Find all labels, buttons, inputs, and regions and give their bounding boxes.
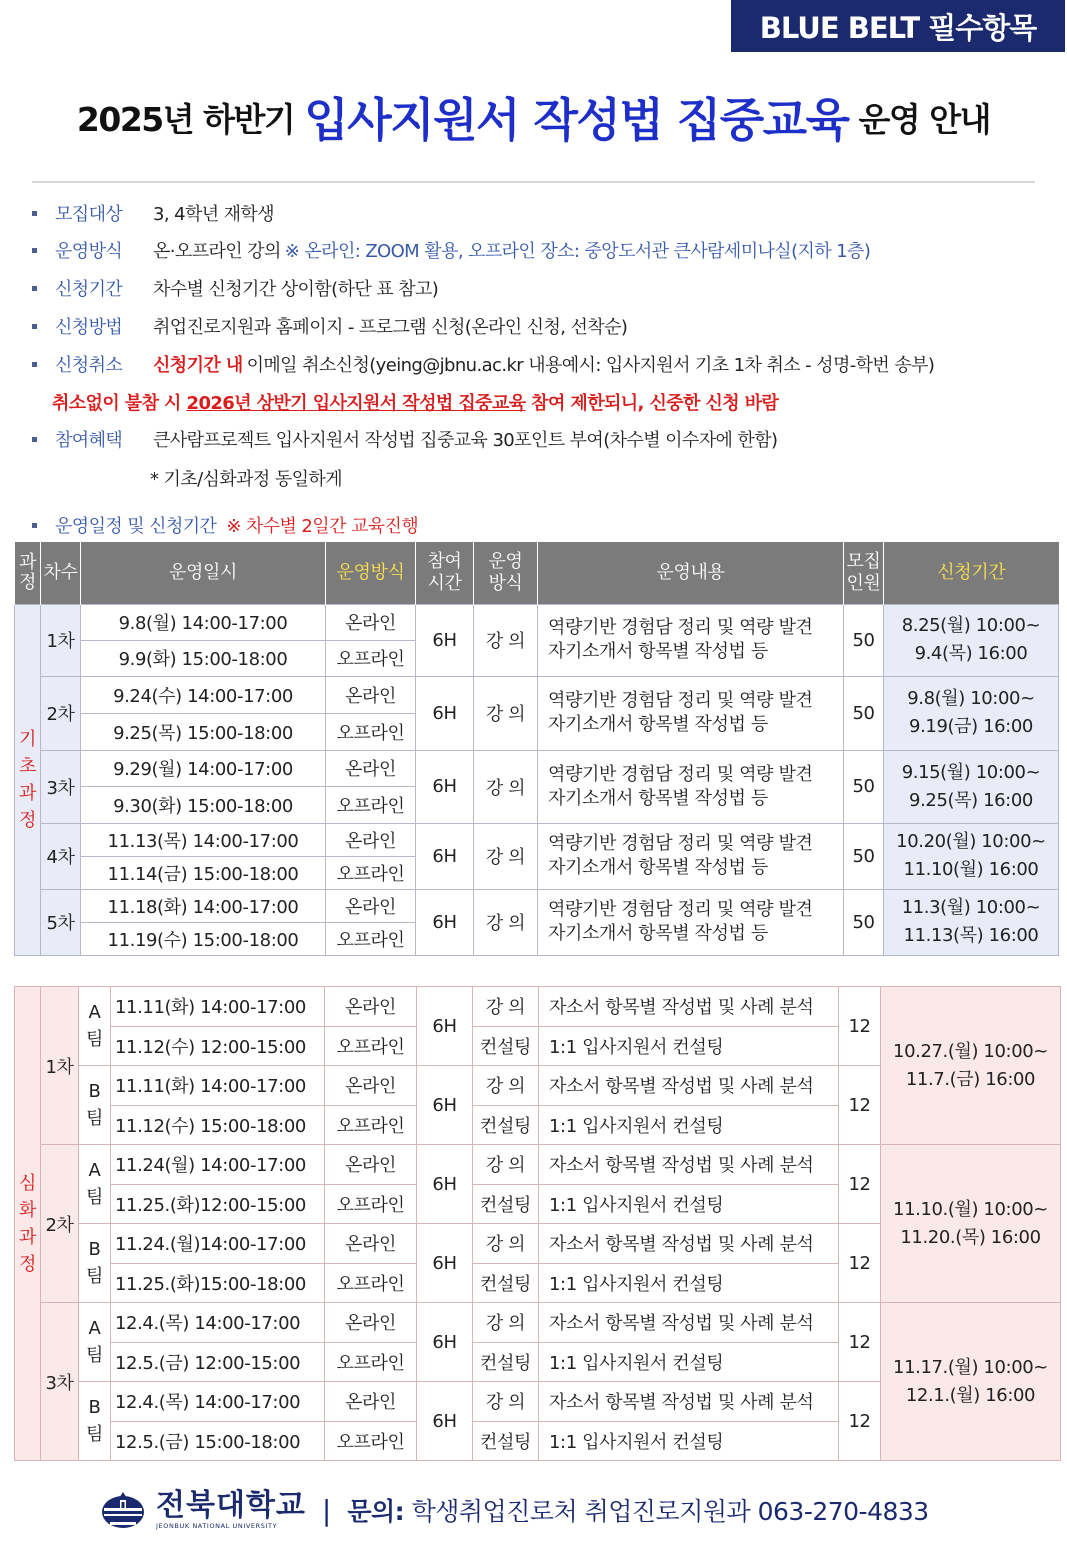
info-value: 큰사람프로젝트 입사지원서 작성법 집중교육 30포인트 부여(차수별 이수자에 한함): [153, 430, 778, 451]
bullet-icon: [32, 437, 37, 442]
type-cell: 강 의: [473, 1224, 539, 1264]
hours-cell: 6H: [416, 889, 474, 955]
method-note: ※ 온라인: ZOOM 활용, 오프라인 장소: 중앙도서관 큰사람세미나실(지하 1층): [284, 241, 871, 262]
round-cell: 5차: [41, 889, 81, 955]
table-row: [15, 676, 1059, 713]
content-line: 자기소개서 항목별 작성법 등: [548, 787, 768, 809]
info-label: 운영방식: [55, 241, 123, 262]
header-type: 운영 방식: [474, 542, 538, 604]
content-cell: 1:1 입사지원서 컨설팅: [539, 1421, 839, 1461]
header-mode: 운영방식: [326, 542, 416, 604]
mode-cell: 오프라인: [326, 713, 416, 750]
date-cell: 11.14(금) 15:00-18:00: [81, 856, 326, 889]
content-cell: [538, 604, 844, 676]
apply-period-cell: [884, 750, 1059, 823]
date-cell: 11.11(화) 14:00-17:00: [111, 987, 325, 1027]
round-cell: 3차: [41, 1303, 79, 1461]
type-cell: 컨설팅: [473, 1263, 539, 1303]
mode-cell: 온라인: [325, 1066, 417, 1106]
bullet-icon: [32, 286, 37, 291]
type-cell: 강 의: [473, 1145, 539, 1185]
mode-cell: 오프라인: [325, 1263, 417, 1303]
type-cell: 강 의: [474, 604, 538, 676]
apply-end: 9.25(목) 16:00: [909, 789, 1033, 811]
header-course: 과 정: [15, 542, 41, 604]
date-cell: 12.4.(목) 14:00-17:00: [111, 1303, 325, 1343]
university-name-en: JEONBUK NATIONAL UNIVERSITY: [156, 1521, 278, 1530]
content-cell: 자소서 항목별 작성법 및 사례 분석: [539, 1066, 839, 1106]
info-label: 신청기간: [55, 279, 123, 300]
table-row: [15, 1303, 1061, 1343]
info-value: 온·오프라인 강의: [153, 241, 281, 262]
apply-period-cell: [881, 1303, 1061, 1461]
table-row: [15, 889, 1059, 922]
date-cell: 11.19(수) 15:00-18:00: [81, 922, 326, 955]
bullet-icon: [32, 324, 37, 329]
hours-cell: 6H: [416, 823, 474, 889]
title-main: 입사지원서 작성법 집중교육: [304, 93, 849, 147]
team-cell: B 팀: [79, 1224, 111, 1303]
apply-period-cell: [884, 676, 1059, 750]
date-cell: 11.12(수) 12:00-15:00: [111, 1026, 325, 1066]
content-cell: [538, 750, 844, 823]
type-cell: 강 의: [473, 1382, 539, 1422]
university-name: [156, 1487, 306, 1530]
mode-cell: 온라인: [325, 1382, 417, 1422]
hours-cell: 6H: [416, 604, 474, 676]
round-cell: 1차: [41, 604, 81, 676]
advanced-course-table: [14, 986, 1061, 1461]
course-label: 기 초 과 정: [15, 604, 41, 955]
table-row: [15, 823, 1059, 856]
info-value: 3, 4학년 재학생: [153, 204, 275, 225]
date-cell: 12.5.(금) 15:00-18:00: [111, 1421, 325, 1461]
cap-cell: 50: [844, 823, 884, 889]
apply-end: 12.1.(월) 16:00: [905, 1384, 1036, 1406]
apply-end: 11.10(월) 16:00: [903, 859, 1039, 880]
type-cell: 강 의: [474, 889, 538, 955]
round-cell: 2차: [41, 676, 81, 750]
mode-cell: 오프라인: [325, 1026, 417, 1066]
info-value: 취업진로지원과 홈페이지 - 프로그램 신청(온라인 신청, 선착순): [153, 317, 628, 338]
bullet-icon: [32, 248, 37, 253]
type-cell: 컨설팅: [473, 1105, 539, 1145]
info-target: [30, 200, 274, 226]
content-cell: 자소서 항목별 작성법 및 사례 분석: [539, 1303, 839, 1343]
apply-start: 11.17.(월) 10:00~: [893, 1356, 1048, 1378]
date-cell: 11.25.(화)15:00-18:00: [111, 1263, 325, 1303]
basic-course-table: [14, 542, 1059, 956]
cap-cell: 12: [839, 1382, 881, 1461]
cap-cell: 12: [839, 1066, 881, 1145]
info-label: 참여혜택: [55, 430, 123, 451]
content-line: 역량기반 경험담 정리 및 역량 발견: [548, 833, 813, 854]
type-cell: 컨설팅: [473, 1421, 539, 1461]
apply-period-cell: [884, 604, 1059, 676]
date-cell: 9.9(화) 15:00-18:00: [81, 640, 326, 676]
mode-cell: 오프라인: [325, 1342, 417, 1382]
apply-start: 8.25(월) 10:00~: [901, 615, 1041, 636]
cap-cell: 12: [839, 1303, 881, 1382]
mode-cell: 온라인: [326, 750, 416, 786]
date-cell: 9.24(수) 14:00-17:00: [81, 676, 326, 713]
hours-cell: 6H: [417, 1303, 473, 1382]
content-cell: [538, 823, 844, 889]
cap-cell: 12: [839, 1224, 881, 1303]
header-hours: 참여 시간: [416, 542, 474, 604]
benefit-note: * 기초/심화과정 동일하게: [150, 469, 342, 490]
team-cell: A 팀: [79, 987, 111, 1066]
hours-cell: 6H: [416, 676, 474, 750]
apply-end: 11.13(목) 16:00: [903, 925, 1039, 946]
team-cell: A 팀: [79, 1303, 111, 1382]
apply-end: 9.4(목) 16:00: [914, 643, 1028, 664]
date-cell: 9.25(목) 15:00-18:00: [81, 713, 326, 750]
mode-cell: 온라인: [325, 1145, 417, 1185]
type-cell: 컨설팅: [473, 1342, 539, 1382]
content-line: 역량기반 경험담 정리 및 역량 발견: [548, 617, 813, 638]
info-apply: [30, 313, 627, 339]
content-line: 역량기반 경험담 정리 및 역량 발견: [548, 763, 813, 785]
date-cell: 11.12(수) 15:00-18:00: [111, 1105, 325, 1145]
hours-cell: 6H: [417, 1224, 473, 1303]
hours-cell: 6H: [417, 1145, 473, 1224]
mode-cell: 오프라인: [325, 1105, 417, 1145]
blue-belt-badge: BLUE BELT 필수항목: [731, 0, 1065, 52]
content-cell: 자소서 항목별 작성법 및 사례 분석: [539, 1382, 839, 1422]
bullet-icon: [32, 362, 37, 367]
mode-cell: 온라인: [326, 604, 416, 640]
info-cancel: [30, 351, 934, 377]
mode-cell: 오프라인: [325, 1421, 417, 1461]
mode-cell: 온라인: [325, 987, 417, 1027]
footer: [100, 1488, 929, 1532]
university-emblem-icon: [100, 1488, 146, 1532]
apply-period-cell: [884, 889, 1059, 955]
type-cell: 강 의: [473, 1303, 539, 1343]
apply-start: 10.20(월) 10:00~: [896, 831, 1046, 852]
content-line: 역량기반 경험담 정리 및 역량 발견: [548, 690, 813, 711]
content-cell: [538, 676, 844, 750]
round-cell: 1차: [41, 987, 79, 1145]
title-suffix: 운영 안내: [858, 99, 991, 139]
schedule-note: ※ 차수별 2일간 교육진행: [226, 516, 419, 537]
table-row: [15, 987, 1061, 1027]
apply-start: 11.10.(월) 10:00~: [893, 1198, 1048, 1220]
date-cell: 11.24.(월)14:00-17:00: [111, 1224, 325, 1264]
date-cell: 11.18(화) 14:00-17:00: [81, 889, 326, 922]
header-datetime: 운영일시: [81, 542, 326, 604]
contact-value: 학생취업진로처 취업진로지원과 063-270-4833: [411, 1497, 929, 1526]
mode-cell: 온라인: [326, 823, 416, 856]
type-cell: 컨설팅: [473, 1026, 539, 1066]
mode-cell: 오프라인: [326, 640, 416, 676]
content-line: 자기소개서 항목별 작성법 등: [548, 923, 768, 944]
page-title: [0, 82, 1067, 152]
team-cell: B 팀: [79, 1382, 111, 1461]
mode-cell: 오프라인: [326, 922, 416, 955]
info-label: 운영일정 및 신청기간: [55, 516, 217, 537]
contact-info: [347, 1492, 928, 1528]
apply-end: 11.20.(목) 16:00: [900, 1226, 1041, 1248]
mode-cell: 오프라인: [326, 786, 416, 823]
content-cell: [538, 889, 844, 955]
apply-period-cell: [881, 987, 1061, 1145]
university-name-kr: 전북대학교: [156, 1487, 306, 1523]
mode-cell: 온라인: [325, 1224, 417, 1264]
hours-cell: 6H: [417, 987, 473, 1066]
date-cell: 12.5.(금) 12:00-15:00: [111, 1342, 325, 1382]
info-method: [30, 237, 870, 263]
mode-cell: 온라인: [326, 889, 416, 922]
date-cell: 9.29(월) 14:00-17:00: [81, 750, 326, 786]
hours-cell: 6H: [416, 750, 474, 823]
round-cell: 2차: [41, 1145, 79, 1303]
content-cell: 1:1 입사지원서 컨설팅: [539, 1342, 839, 1382]
mode-cell: 온라인: [326, 676, 416, 713]
info-label: 모집대상: [55, 204, 123, 225]
date-cell: 11.11(화) 14:00-17:00: [111, 1066, 325, 1106]
team-cell: B 팀: [79, 1066, 111, 1145]
type-cell: 강 의: [473, 987, 539, 1027]
type-cell: 강 의: [474, 750, 538, 823]
footer-separator: |: [321, 1493, 332, 1527]
cancel-warning: 취소없이 불참 시 2026년 상반기 입사지원서 작성법 집중교육 참여 제한되니, 신중한 신청 바람: [52, 393, 779, 414]
apply-end: 11.7.(금) 16:00: [905, 1068, 1036, 1090]
cap-cell: 12: [839, 1145, 881, 1224]
cap-cell: 12: [839, 987, 881, 1066]
date-cell: 11.25.(화)12:00-15:00: [111, 1184, 325, 1224]
content-cell: 자소서 항목별 작성법 및 사례 분석: [539, 987, 839, 1027]
apply-start: 9.8(월) 10:00~: [907, 688, 1035, 709]
content-line: 자기소개서 항목별 작성법 등: [548, 857, 768, 878]
cap-cell: 50: [844, 889, 884, 955]
date-cell: 11.24(월) 14:00-17:00: [111, 1145, 325, 1185]
content-cell: 자소서 항목별 작성법 및 사례 분석: [539, 1145, 839, 1185]
date-cell: 11.13(목) 14:00-17:00: [81, 823, 326, 856]
title-year: 2025년 하반기: [76, 99, 295, 139]
apply-period-cell: [881, 1145, 1061, 1303]
type-cell: 강 의: [474, 676, 538, 750]
contact-label: 문의:: [347, 1497, 405, 1526]
cap-cell: 50: [844, 750, 884, 823]
type-cell: 강 의: [473, 1066, 539, 1106]
info-schedule: [30, 512, 418, 538]
content-line: 역량기반 경험담 정리 및 역량 발견: [548, 899, 813, 920]
warning-underline: 2026년 상반기 입사지원서 작성법 집중교육: [186, 393, 526, 414]
cap-cell: 50: [844, 604, 884, 676]
apply-start: 10.27.(월) 10:00~: [893, 1040, 1048, 1062]
apply-period-cell: [884, 823, 1059, 889]
type-cell: 강 의: [474, 823, 538, 889]
date-cell: 9.8(월) 14:00-17:00: [81, 604, 326, 640]
bullet-icon: [32, 523, 37, 528]
round-cell: 4차: [41, 823, 81, 889]
divider: [32, 181, 1035, 183]
mode-cell: 오프라인: [326, 856, 416, 889]
content-cell: 1:1 입사지원서 컨설팅: [539, 1263, 839, 1303]
content-cell: 1:1 입사지원서 컨설팅: [539, 1105, 839, 1145]
cap-cell: 50: [844, 676, 884, 750]
hours-cell: 6H: [417, 1066, 473, 1145]
content-cell: 자소서 항목별 작성법 및 사례 분석: [539, 1224, 839, 1264]
header-cap: 모집 인원: [844, 542, 884, 604]
round-cell: 3차: [41, 750, 81, 823]
content-line: 자기소개서 항목별 작성법 등: [548, 714, 768, 735]
content-cell: 1:1 입사지원서 컨설팅: [539, 1026, 839, 1066]
table-header: [15, 542, 1059, 604]
header-apply: 신청기간: [884, 542, 1059, 604]
info-period: [30, 275, 438, 301]
date-cell: 12.4.(목) 14:00-17:00: [111, 1382, 325, 1422]
type-cell: 컨설팅: [473, 1184, 539, 1224]
course-label: 심 화 과 정: [15, 987, 41, 1461]
info-value: 차수별 신청기간 상이함(하단 표 참고): [153, 279, 439, 300]
info-label: 신청방법: [55, 317, 123, 338]
header-round: 차수: [41, 542, 81, 604]
content-line: 자기소개서 항목별 작성법 등: [548, 641, 768, 662]
table-row: [15, 750, 1059, 786]
info-benefit: [30, 426, 777, 452]
apply-start: 11.3(월) 10:00~: [901, 897, 1041, 918]
info-value: 이메일 취소신청(yeing@jbnu.ac.kr 내용예시: 입사지원서 기초 1차 취소 - 성명-학번 송부): [246, 355, 935, 376]
info-label: 신청취소: [55, 355, 123, 376]
content-cell: 1:1 입사지원서 컨설팅: [539, 1184, 839, 1224]
bullet-icon: [32, 211, 37, 216]
apply-end: 9.19(금) 16:00: [909, 716, 1033, 737]
hours-cell: 6H: [417, 1382, 473, 1461]
mode-cell: 오프라인: [325, 1184, 417, 1224]
team-cell: A 팀: [79, 1145, 111, 1224]
mode-cell: 온라인: [325, 1303, 417, 1343]
table-row: [15, 1145, 1061, 1185]
header-content: 운영내용: [538, 542, 844, 604]
date-cell: 9.30(화) 15:00-18:00: [81, 786, 326, 823]
apply-start: 9.15(월) 10:00~: [901, 761, 1041, 783]
cancel-highlight: 신청기간 내: [153, 355, 243, 376]
table-row: [15, 604, 1059, 640]
